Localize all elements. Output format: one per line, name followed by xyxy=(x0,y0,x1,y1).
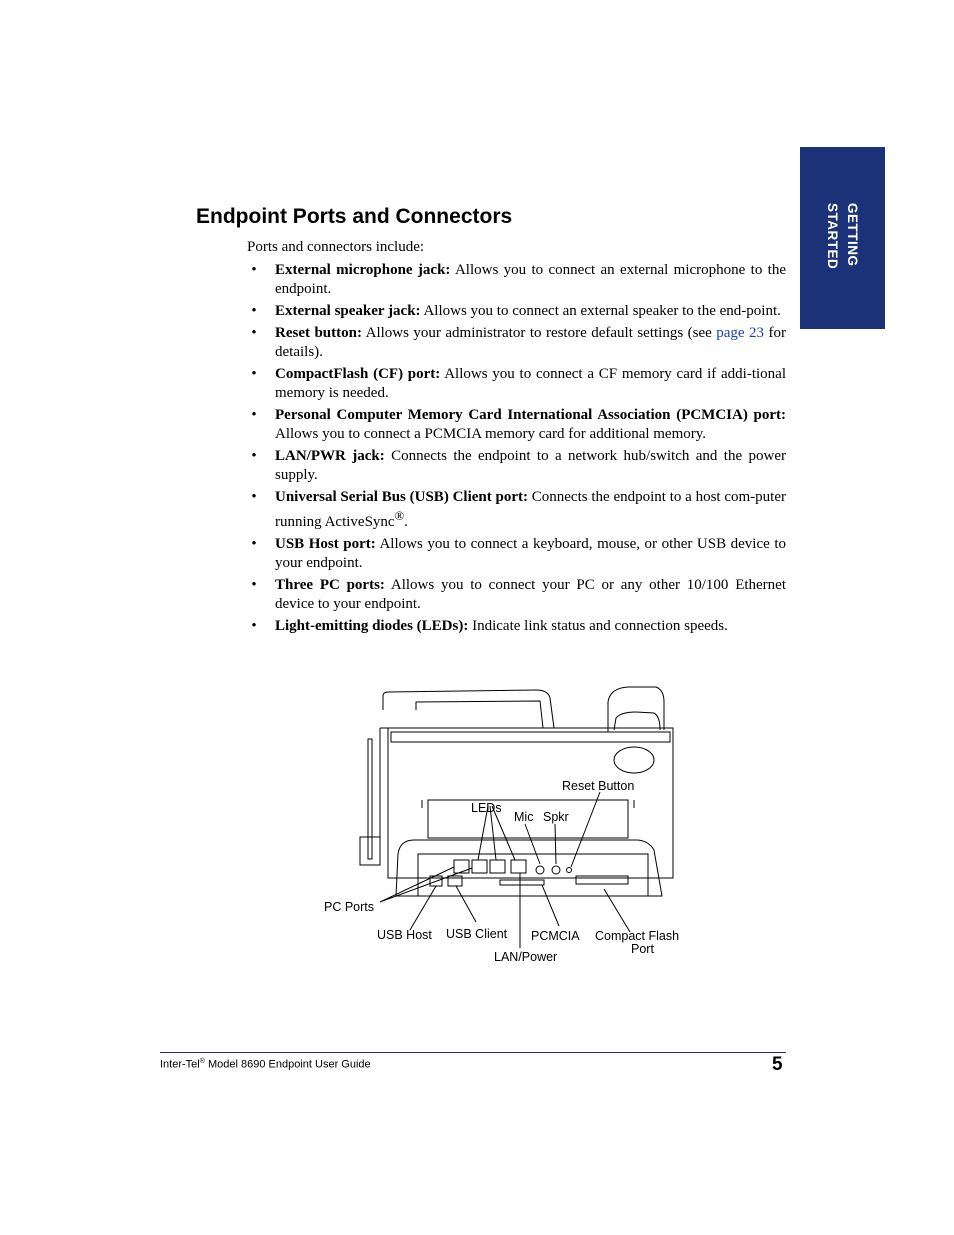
bullet-text: Connects the endpoint to a network hub/switch and the power supply. xyxy=(275,448,787,483)
usb-host-label: USB Host xyxy=(377,928,432,942)
lan-port xyxy=(511,860,526,873)
bullet-text: Indicate link status and connection speeds. xyxy=(468,618,728,634)
lan-power-label: LAN/Power xyxy=(494,950,558,964)
handset-outline xyxy=(608,687,664,732)
reset-button-label: Reset Button xyxy=(562,779,635,793)
main-body xyxy=(388,728,673,878)
bullet-term: CompactFlash (CF) port: xyxy=(275,366,441,382)
cf-label-line1: Compact Flash xyxy=(595,929,680,943)
bullet-term: External speaker jack: xyxy=(275,303,421,319)
bullet-icon: • xyxy=(251,325,257,341)
handset-rest-inner xyxy=(416,701,543,728)
pc-port-1 xyxy=(454,860,469,873)
list-item xyxy=(247,324,786,362)
bullet-icon: • xyxy=(251,303,257,319)
bullet-term: Three PC ports: xyxy=(275,577,385,593)
pcmcia-slot xyxy=(500,880,544,885)
footer-brand: Inter-Tel xyxy=(160,1058,200,1071)
usb-host-leader xyxy=(410,886,436,930)
list-item xyxy=(247,447,786,485)
cf-leader xyxy=(604,889,630,932)
bullet-icon: • xyxy=(251,366,257,382)
usb-client-label: USB Client xyxy=(446,927,508,941)
spkr-leader xyxy=(555,824,556,864)
leds-label: LEDs xyxy=(471,801,502,815)
bullet-term: External microphone jack: xyxy=(275,262,451,278)
list-item xyxy=(247,535,786,573)
handset-rest-outline xyxy=(383,690,554,728)
bullet-term: LAN/PWR jack: xyxy=(275,448,385,464)
bullet-text-after: . xyxy=(404,514,408,530)
endpoint-diagram xyxy=(318,684,688,971)
speaker-grille xyxy=(614,747,654,773)
page-link[interactable]: page 23 xyxy=(716,325,765,341)
footer-rule xyxy=(160,1052,786,1053)
bullet-term: USB Host port: xyxy=(275,536,376,552)
footer-title xyxy=(160,1058,371,1071)
mic-jack xyxy=(536,866,544,874)
bullet-icon: • xyxy=(251,407,257,423)
chapter-tab-label xyxy=(822,203,862,269)
intro-text: Ports and connectors include: xyxy=(247,239,425,255)
bullet-icon: • xyxy=(251,489,257,505)
section-title: Endpoint Ports and Connectors xyxy=(196,205,513,228)
bullet-text: Allows you to connect a keyboard, mouse, or other USB device to your endpoint. xyxy=(275,536,786,571)
bullet-icon: • xyxy=(251,536,257,552)
antenna xyxy=(368,739,372,859)
list-item xyxy=(247,576,786,614)
cf-slot xyxy=(576,876,628,884)
bullet-term: Universal Serial Bus (USB) Client port: xyxy=(275,489,528,505)
card-slot-tabs xyxy=(422,800,634,808)
bullet-text: Allows you to connect an external microphone to the endpoint. xyxy=(275,262,786,297)
bullet-text: Allows you to connect a PCMCIA memory card for additional memory. xyxy=(275,426,707,442)
bullet-term: Reset button: xyxy=(275,325,362,341)
footer-reg-mark: ® xyxy=(199,1058,205,1065)
ports-list xyxy=(247,261,786,639)
chapter-tab-label-line2: STARTED xyxy=(825,203,840,270)
pc-port-3 xyxy=(490,860,505,873)
pc-port-2 xyxy=(472,860,487,873)
bullet-icon: • xyxy=(251,618,257,634)
antenna-base xyxy=(360,837,380,865)
list-item xyxy=(247,261,786,299)
footer-guide-title: Model 8690 Endpoint User Guide xyxy=(204,1058,371,1071)
cf-label-line2: Port xyxy=(631,942,654,956)
bullet-text-after: for details). xyxy=(275,325,786,360)
list-item xyxy=(247,302,786,321)
mic-leader xyxy=(525,824,540,864)
chapter-tab-label-line1: GETTING xyxy=(845,203,860,267)
reset-button xyxy=(567,868,572,873)
list-item xyxy=(247,365,786,403)
pcmcia-label: PCMCIA xyxy=(531,929,580,943)
port-dock xyxy=(396,840,662,896)
pc-ports-leaders xyxy=(380,867,472,902)
list-item xyxy=(247,488,786,532)
bullet-term: Light-emitting diodes (LEDs): xyxy=(275,618,469,634)
spkr-label: Spkr xyxy=(543,810,569,824)
endpoint-illustration xyxy=(318,684,688,966)
registered-mark: ® xyxy=(394,509,405,523)
bullet-text: Connects the endpoint to a host com-puter running ActiveSync xyxy=(275,489,786,530)
spkr-jack xyxy=(552,866,560,874)
bullet-text: Allows you to connect your PC or any other 10/100 Ethernet device to your endpoint. xyxy=(275,577,787,612)
bullet-text: Allows you to connect a CF memory card if addi-tional memory is needed. xyxy=(275,366,786,401)
usb-client-leader xyxy=(456,886,476,922)
bullet-icon: • xyxy=(251,448,257,464)
reset-leader xyxy=(571,792,600,867)
bullet-text: Allows you to connect an external speaker to the end-point. xyxy=(420,303,781,319)
pc-ports-label: PC Ports xyxy=(324,900,375,914)
bullet-term: Personal Computer Memory Card International Association (PCMCIA) port: xyxy=(275,407,786,423)
page-number: 5 xyxy=(772,1054,783,1075)
body-top-strip xyxy=(391,732,670,742)
pcmcia-leader xyxy=(542,885,559,926)
handset-earpiece xyxy=(614,712,660,730)
bullet-text: Allows your administrator to restore default settings (see xyxy=(361,325,717,341)
list-item xyxy=(247,406,786,444)
bullet-icon: • xyxy=(251,262,257,278)
bullet-icon: • xyxy=(251,577,257,593)
list-item xyxy=(247,617,786,636)
mic-label: Mic xyxy=(514,810,534,824)
